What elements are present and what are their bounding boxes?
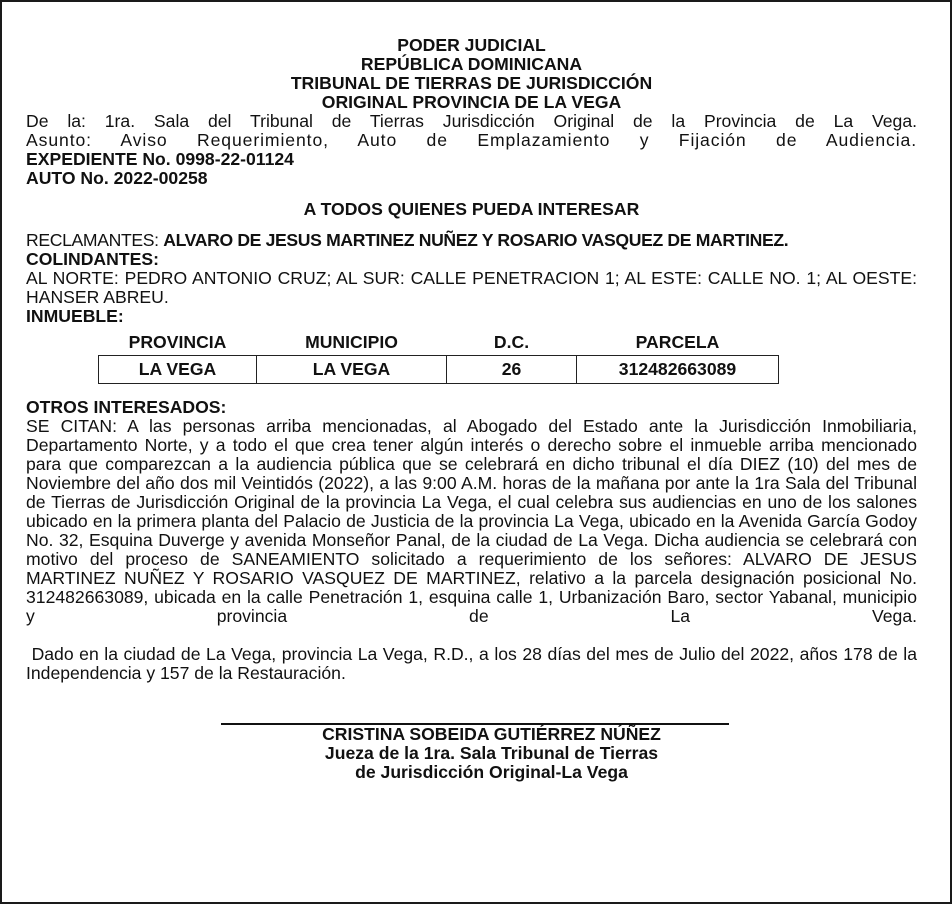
signer-title-1: Jueza de la 1ra. Sala Tribunal de Tierras bbox=[324, 743, 659, 763]
closing-text: Dado en la ciudad de La Vega, provincia La Vega, R.D., a los 28 días del mes de Julio del 2022, años 178 de la Independencia y 157 de la Restauración. bbox=[26, 644, 922, 683]
subject-line: Asunto: Aviso Requerimiento, Auto de Emplazamiento y Fijación de Audiencia. bbox=[26, 130, 917, 150]
reclamantes-line bbox=[26, 231, 917, 250]
from-line: De la: 1ra. Sala del Tribunal de Tierras Jurisdicción Original de la Provincia de La Vega. bbox=[26, 111, 917, 131]
inmueble-label: INMUEBLE: bbox=[26, 306, 124, 326]
colindantes-text: AL NORTE: PEDRO ANTONIO CRUZ; AL SUR: CALLE PENETRACION 1; AL ESTE: CALLE NO. 1; AL OESTE: HANSER ABREU. bbox=[26, 268, 917, 307]
reclamantes-names: ALVARO DE JESUS MARTINEZ NUÑEZ Y ROSARIO VASQUEZ DE MARTINEZ. bbox=[163, 230, 789, 250]
header-parcela: PARCELA bbox=[635, 332, 720, 352]
header-provincia: PROVINCIA bbox=[128, 332, 227, 352]
auto-number: AUTO No. 2022-00258 bbox=[26, 168, 208, 188]
cell-parcela: 312482663089 bbox=[577, 356, 779, 384]
header-municipio: MUNICIPIO bbox=[305, 332, 398, 352]
cell-provincia: LA VEGA bbox=[99, 356, 257, 384]
colindantes-label: COLINDANTES: bbox=[26, 249, 159, 269]
otros-text: SE CITAN: A las personas arriba mencionadas, al Abogado del Estado ante la Jurisdicción Inmobiliaria, Departamento Norte, y a todo el que crea tener algún interés o derecho sobre el inmueble arriba mencionado para que comparezcan a la audiencia pública que se celebrará en dicho tribunal el día DIEZ (10) del mes de Noviembre del año dos mil Veintidós (2022), a las 9:00 A.M. horas de la mañana por ante la 1ra Sala del Tribunal de Tierras de Jurisdicción Original de la provincia La Vega, el cual celebra sus audiencias en uno de los salones ubicado en la primera planta del Palacio de Justicia de la provincia La Vega, ubicado en la Avenida García Godoy No. 32, Esquina Duverge y avenida Monseñor Panal, de la ciudad de La Vega. Dicha audiencia se celebrará con motivo del proceso de SANEAMIENTO solicitado a requerimiento de los señores: ALVARO DE JESUS MARTINEZ NUÑEZ Y ROSARIO VASQUEZ DE MARTINEZ, relativo a la parcela designación posicional No. 312482663089, ubicada en la calle Penetración 1, esquina calle 1, Urbanización Baro, sector Yabanal, municipio y provincia de La Vega. bbox=[26, 416, 917, 626]
signer-name: CRISTINA SOBEIDA GUTIÉRREZ NÚÑEZ bbox=[322, 724, 661, 744]
property-table-row bbox=[99, 356, 779, 384]
signer-title-2: de Jurisdicción Original-La Vega bbox=[355, 762, 628, 782]
expediente-number: EXPEDIENTE No. 0998-22-01124 bbox=[26, 149, 294, 169]
header-line-4: ORIGINAL PROVINCIA DE LA VEGA bbox=[321, 92, 622, 112]
otros-label: OTROS INTERESADOS: bbox=[26, 397, 227, 417]
cell-municipio: LA VEGA bbox=[257, 356, 447, 384]
header-line-1: PODER JUDICIAL bbox=[397, 35, 546, 55]
property-table-header bbox=[99, 330, 779, 356]
header-line-2: REPÚBLICA DOMINICANA bbox=[360, 54, 583, 74]
cell-dc: 26 bbox=[447, 356, 577, 384]
header-line-3: TRIBUNAL DE TIERRAS DE JURISDICCIÓN bbox=[290, 73, 653, 93]
reclamantes-label: RECLAMANTES: bbox=[26, 230, 164, 250]
salutation: A TODOS QUIENES PUEDA INTERESAR bbox=[303, 199, 640, 219]
property-table bbox=[98, 330, 779, 384]
header-dc: D.C. bbox=[493, 332, 530, 352]
